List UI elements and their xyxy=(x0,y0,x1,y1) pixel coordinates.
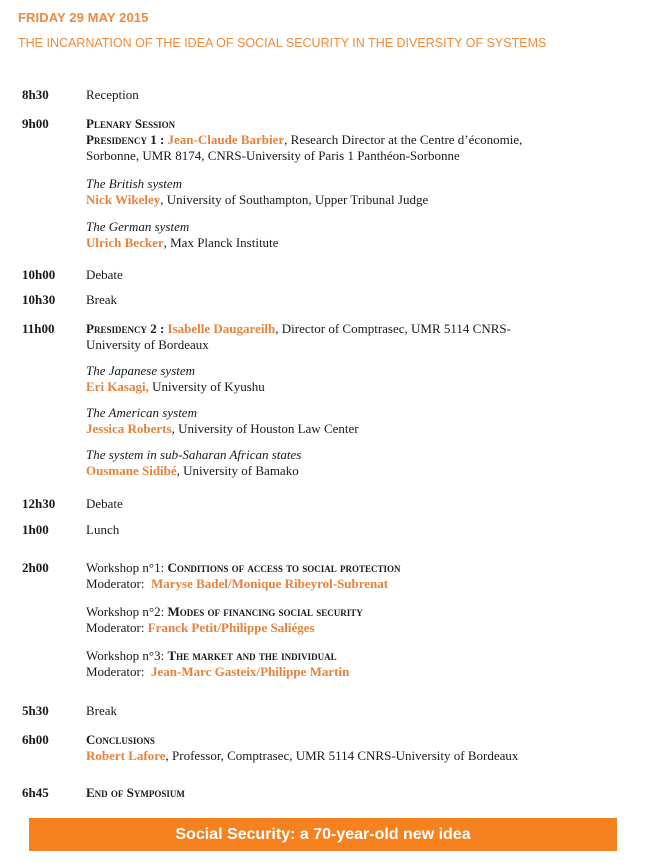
speaker-name: Jessica Roberts xyxy=(86,421,172,436)
speaker-name: Ulrich Becker xyxy=(86,235,164,250)
item-text: Debate xyxy=(86,267,123,282)
presidency-name: Jean-Claude Barbier xyxy=(167,132,285,147)
speaker-affiliation: , Professor, Comptrasec, UMR 5114 CNRS-University of Bordeaux xyxy=(165,748,519,763)
moderator-label: Moderator: xyxy=(86,620,148,635)
workshop-title: The market and the individual xyxy=(167,648,337,663)
speaker-name: Ousmane Sidibé xyxy=(86,463,177,478)
time-label: 11h00 xyxy=(22,321,55,336)
item-text: Reception xyxy=(86,87,139,102)
presidency-affiliation: , Director of Comptrasec, UMR 5114 CNRS- xyxy=(275,321,511,336)
speaker-name: Nick Wikeley xyxy=(86,192,161,207)
time-label: 8h30 xyxy=(22,87,49,102)
talk-system: The German system xyxy=(86,219,190,234)
item-text: Break xyxy=(86,292,118,307)
talk-system: The American system xyxy=(86,405,197,420)
item-text: Lunch xyxy=(86,522,120,537)
time-label: 6h45 xyxy=(22,785,49,800)
presidency-label: Presidency 1 : xyxy=(86,132,168,147)
time-label: 1h00 xyxy=(22,522,49,537)
speaker-affiliation: University of Kyushu xyxy=(148,379,265,394)
speaker-affiliation: , University of Southampton, Upper Tribunal Judge xyxy=(160,192,429,207)
time-label: 10h00 xyxy=(22,267,56,282)
workshop-label: Workshop n°3: xyxy=(86,648,168,663)
presidency-affiliation-cont: University of Bordeaux xyxy=(86,337,209,352)
workshop-label: Workshop n°1: xyxy=(86,560,168,575)
presidency-label: Presidency 2 : xyxy=(86,321,168,336)
speaker-name: Eri Kasagi, xyxy=(86,379,149,394)
speaker-affiliation: , University of Houston Law Center xyxy=(171,421,359,436)
moderator-names: Jean-Marc Gasteix/Philippe Martin xyxy=(150,664,350,679)
time-label: 6h00 xyxy=(22,732,49,747)
time-label: 10h30 xyxy=(22,292,56,307)
moderator-label: Moderator: xyxy=(86,576,151,591)
talk-system: The Japanese system xyxy=(86,363,196,378)
moderator-names: Franck Petit/Philippe Saliéges xyxy=(147,620,315,635)
session-heading: Conclusions xyxy=(86,732,155,747)
speaker-affiliation: , Max Planck Institute xyxy=(163,235,279,250)
item-text: Debate xyxy=(86,496,123,511)
event-title: THE INCARNATION OF THE IDEA OF SOCIAL SECURITY IN THE DIVERSITY OF SYSTEMS xyxy=(18,36,547,50)
presidency-affiliation-cont: Sorbonne, UMR 8174, CNRS-University of Paris 1 Panthéon-Sorbonne xyxy=(86,148,460,163)
moderator-label: Moderator: xyxy=(86,664,151,679)
talk-system: The British system xyxy=(86,176,183,191)
time-label: 2h00 xyxy=(22,560,49,575)
time-label: 12h30 xyxy=(22,496,56,511)
event-date: FRIDAY 29 MAY 2015 xyxy=(18,10,149,25)
presidency-name: Isabelle Daugareilh xyxy=(167,321,276,336)
workshop-title: Modes of financing social security xyxy=(167,604,363,619)
talk-system: The system in sub-Saharan African states xyxy=(86,447,302,462)
item-text: Break xyxy=(86,703,118,718)
workshop-label: Workshop n°2: xyxy=(86,604,168,619)
workshop-title: Conditions of access to social protection xyxy=(167,560,401,575)
banner-text: Social Security: a 70-year-old new idea xyxy=(175,825,471,843)
presidency-affiliation: , Research Director at the Centre d’économie, xyxy=(284,132,523,147)
speaker-name: Robert Lafore xyxy=(86,748,166,763)
session-heading: Plenary Session xyxy=(86,116,176,131)
moderator-names: Maryse Badel/Monique Ribeyrol-Subrenat xyxy=(150,576,389,591)
tagline-banner xyxy=(29,818,617,851)
session-heading: End of Symposium xyxy=(86,785,185,800)
speaker-affiliation: , University of Bamako xyxy=(176,463,299,478)
time-label: 5h30 xyxy=(22,703,49,718)
time-label: 9h00 xyxy=(22,116,49,131)
